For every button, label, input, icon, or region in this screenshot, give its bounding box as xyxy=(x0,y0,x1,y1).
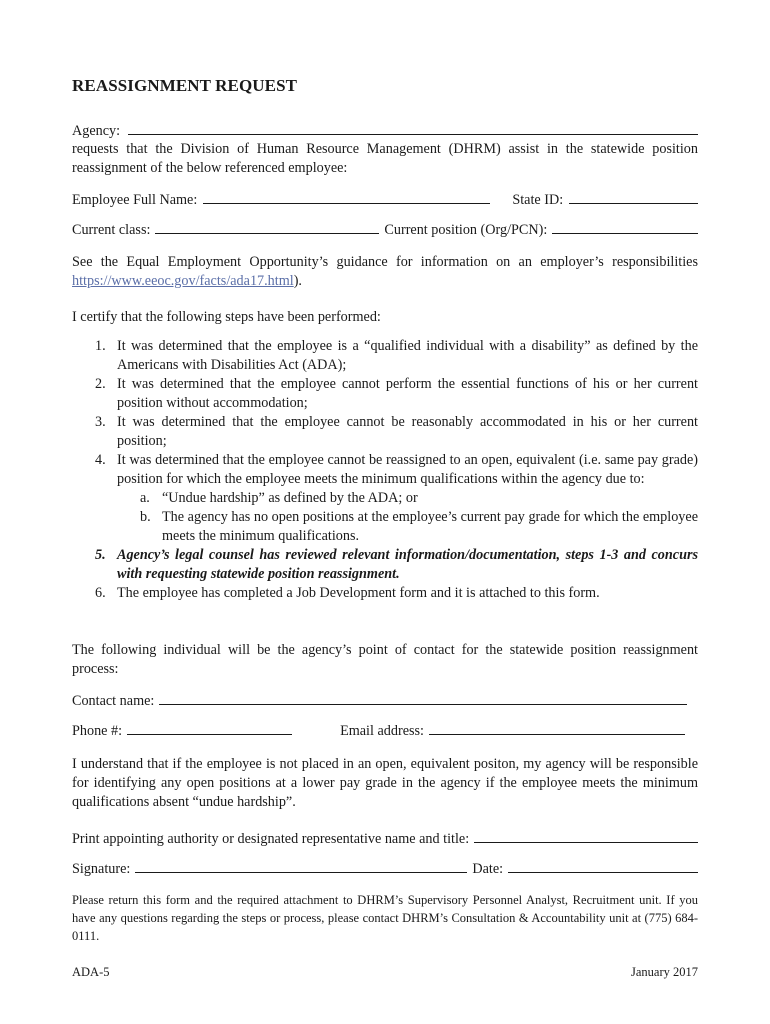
print-name-row xyxy=(72,828,698,849)
date-label: Date: xyxy=(472,861,504,877)
print-name-label: Print appointing authority or designated representative name and title: xyxy=(72,831,470,847)
step-text: The employee has completed a Job Development form and it is attached to this form. xyxy=(117,585,600,601)
current-class-field[interactable] xyxy=(155,219,379,234)
current-position-field[interactable] xyxy=(552,219,698,234)
signature-label: Signature: xyxy=(72,861,131,877)
return-note: Please return this form and the required attachment to DHRM’s Supervisory Personnel Analyst, Recruitment unit. If you have any questions regarding the steps or process, please contact DHRM’s Consultation & Accountability unit at (775) 684-0111. xyxy=(72,893,698,943)
footer xyxy=(72,963,698,981)
substep-letter: a. xyxy=(140,490,150,506)
substep-text: “Undue hardship” as defined by the ADA; or xyxy=(162,490,418,506)
email-field[interactable] xyxy=(429,720,685,735)
agency-request-text: requests that the Division of Human Resource Management (DHRM) assist in the statewide position reassignment of the below referenced employee: xyxy=(72,141,698,176)
list-item xyxy=(117,508,698,546)
step-text: It was determined that the employee cannot be reassigned to an open, equivalent (i.e. same pay grade) position for which the employee meets the minimum qualifications within the agency due to: xyxy=(117,452,698,487)
state-id-field[interactable] xyxy=(569,189,698,204)
employee-name-row xyxy=(72,189,698,210)
agency-row xyxy=(72,120,698,141)
page-title: REASSIGNMENT REQUEST xyxy=(72,76,298,95)
step-number: 1. xyxy=(95,338,106,354)
eeoc-link[interactable]: https://www.eeoc.gov/facts/ada17.html xyxy=(72,273,294,289)
certify-intro: I certify that the following steps have been performed: xyxy=(72,309,381,325)
step-number: 5. xyxy=(95,547,106,563)
current-class-label: Current class: xyxy=(72,222,151,238)
step-number: 3. xyxy=(95,414,106,430)
list-item xyxy=(72,413,698,451)
list-item xyxy=(72,584,698,603)
list-item xyxy=(72,375,698,413)
current-position-label: Current position (Org/PCN): xyxy=(384,222,548,238)
step-text: It was determined that the employee cannot be reasonably accommodated in his or her current position; xyxy=(117,414,698,449)
signature-row xyxy=(72,858,698,879)
class-position-row xyxy=(72,219,698,240)
phone-field[interactable] xyxy=(127,720,292,735)
contact-name-label: Contact name: xyxy=(72,693,155,709)
state-id-label: State ID: xyxy=(512,192,564,208)
phone-email-row xyxy=(72,720,698,741)
form-date: January 2017 xyxy=(631,965,698,979)
list-item xyxy=(72,451,698,546)
form-id: ADA-5 xyxy=(72,965,110,979)
phone-label: Phone #: xyxy=(72,723,123,739)
substep-letter: b. xyxy=(140,509,151,525)
step-text: Agency’s legal counsel has reviewed relevant information/documentation, steps 1-3 and concurs with requesting statewide position reassignment. xyxy=(117,547,698,582)
substeps-list xyxy=(117,489,698,546)
contact-name-field[interactable] xyxy=(159,690,687,705)
step-text: It was determined that the employee is a “qualified individual with a disability” as defined by the Americans with Disabilities Act (ADA); xyxy=(117,338,698,373)
employee-name-label: Employee Full Name: xyxy=(72,192,198,208)
step-number: 6. xyxy=(95,585,106,601)
step-number: 2. xyxy=(95,376,106,392)
print-name-field[interactable] xyxy=(474,828,698,843)
steps-list xyxy=(72,337,698,603)
list-item xyxy=(72,337,698,375)
list-item xyxy=(72,546,698,584)
signature-field[interactable] xyxy=(135,858,467,873)
step-number: 4. xyxy=(95,452,106,468)
email-label: Email address: xyxy=(340,723,424,739)
step-text: It was determined that the employee cannot perform the essential functions of his or her current position without accommodation; xyxy=(117,376,698,411)
agency-field[interactable] xyxy=(128,120,698,135)
substep-text: The agency has no open positions at the employee’s current pay grade for which the employee meets the minimum qualifications. xyxy=(162,509,698,544)
eeo-guidance xyxy=(72,253,698,291)
date-field[interactable] xyxy=(508,858,698,873)
agency-label: Agency: xyxy=(72,123,121,139)
contact-intro: The following individual will be the agency’s point of contact for the statewide position reassignment process: xyxy=(72,642,698,677)
employee-name-field[interactable] xyxy=(203,189,490,204)
list-item xyxy=(117,489,698,508)
contact-name-row xyxy=(72,690,698,711)
eeo-after-link: ). xyxy=(293,273,302,289)
eeo-guidance-text: See the Equal Employment Opportunity’s guidance for information on an employer’s responsibilities xyxy=(72,254,698,270)
understand-text: I understand that if the employee is not placed in an open, equivalent positon, my agency will be responsible for identifying any open positions at a lower pay grade in the agency if the employee meets the minimum qualifications absent “undue hardship”. xyxy=(72,756,698,810)
